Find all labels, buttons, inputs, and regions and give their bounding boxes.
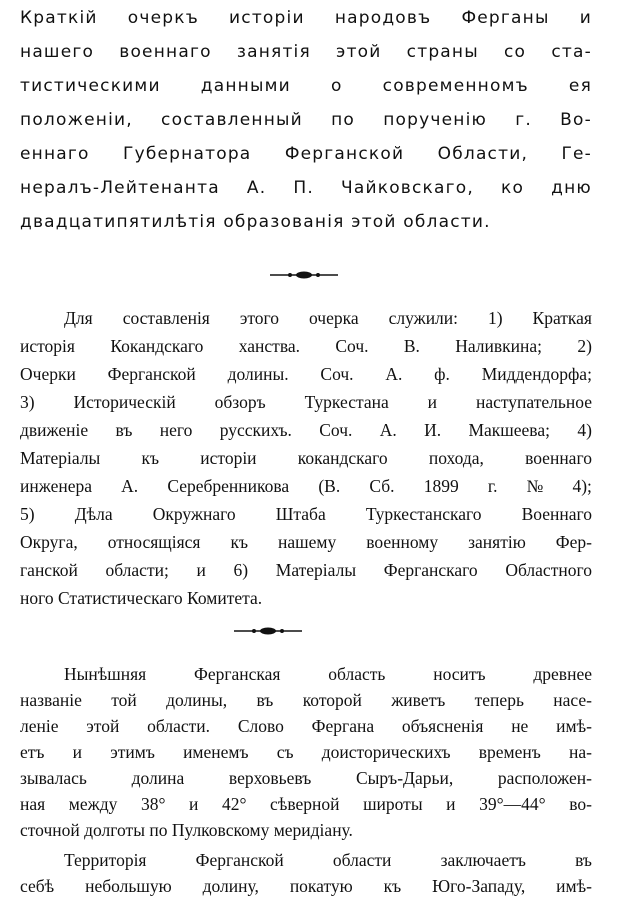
sources-line: ного Статистическаго Комитета. bbox=[20, 588, 263, 608]
sources-line: ганской области; и 6) Матеріалы Ферганскаго Областного bbox=[20, 560, 592, 580]
sources-line: 5) Дѣла Окружнаго Штаба Туркестанскаго Военнаго bbox=[20, 504, 592, 524]
ornament-divider bbox=[232, 624, 304, 638]
title-line: нералъ-Лейтенанта А. П. Чайковскаго, ко дню bbox=[20, 178, 592, 198]
body-line: етъ и этимъ именемъ съ доисторическихъ временъ на- bbox=[20, 742, 592, 762]
title-line: еннаго Губернатора Ферганской Области, Ге- bbox=[20, 144, 592, 164]
sources-line: Очерки Ферганской долины. Соч. А. ф. Миддендорфа; bbox=[20, 364, 592, 384]
title-line: двадцатипятилѣтія образованія этой области. bbox=[20, 212, 491, 232]
body-line: зывалась долина верховьевъ Сыръ-Дарьи, расположен- bbox=[20, 768, 592, 788]
sources-line: Для составленія этого очерка служили: 1) Краткая bbox=[64, 308, 592, 328]
title-line: тистическими данными о современномъ ея bbox=[20, 76, 592, 96]
title-line: Краткій очеркъ исторіи народовъ Ферганы и bbox=[20, 8, 592, 28]
body-line: леніе этой области. Слово Фергана объясненія не имѣ- bbox=[20, 716, 592, 736]
sources-line: Округа, относящіяся къ нашему военному занятію Фер- bbox=[20, 532, 592, 552]
title-line: нашего военнаго занятія этой страны со ста- bbox=[20, 42, 592, 62]
body-line: сточной долготы по Пулковскому меридіану. bbox=[20, 820, 353, 840]
sources-line: исторія Кокандскаго ханства. Соч. В. Наливкина; 2) bbox=[20, 336, 592, 356]
ornament-divider bbox=[268, 268, 340, 282]
title-line: положеніи, составленный по порученію г. Во- bbox=[20, 110, 592, 130]
body-line: Территорія Ферганской области заключаетъ въ bbox=[64, 850, 592, 870]
body-line: себѣ небольшую долину, покатую къ Юго-Западу, имѣ- bbox=[20, 876, 592, 896]
body-line: Нынѣшняя Ферганская область носитъ древнее bbox=[64, 664, 592, 684]
sources-line: движеніе въ него русскихъ. Соч. А. И. Макшеева; 4) bbox=[20, 420, 592, 440]
sources-line: инженера А. Серебренникова (В. Сб. 1899 г. № 4); bbox=[20, 476, 592, 496]
sources-line: 3) Историческій обзоръ Туркестана и наступательное bbox=[20, 392, 592, 412]
sources-line: Матеріалы къ исторіи кокандскаго похода, военнаго bbox=[20, 448, 592, 468]
body-line: ная между 38° и 42° сѣверной широты и 39°—44° во- bbox=[20, 794, 592, 814]
body-line: названіе той долины, въ которой живетъ теперь насе- bbox=[20, 690, 592, 710]
